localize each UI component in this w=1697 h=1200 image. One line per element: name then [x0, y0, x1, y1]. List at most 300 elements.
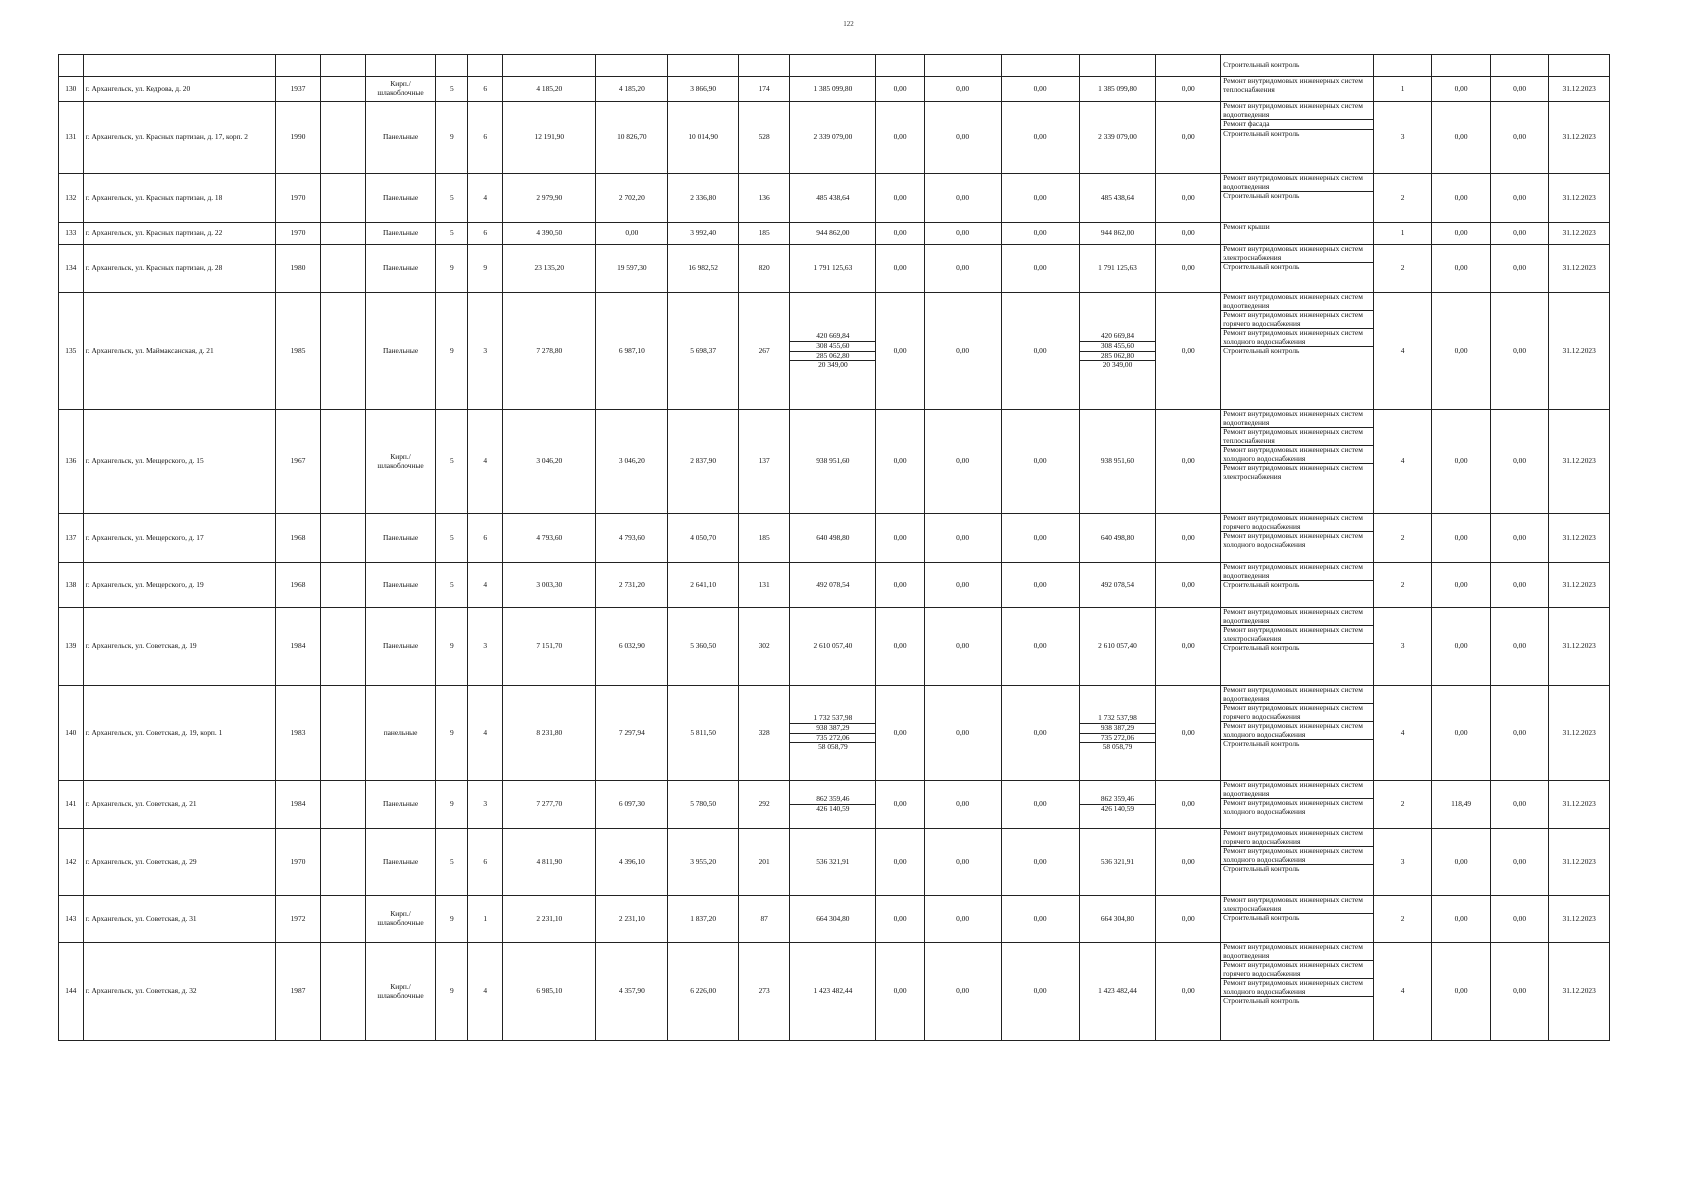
- cost-total-cell: [790, 563, 876, 608]
- cell: [468, 55, 503, 77]
- area-total-cell: 7 151,70: [503, 608, 596, 686]
- works-count-cell: 2: [1373, 563, 1431, 608]
- work-types-cell: [1221, 896, 1374, 943]
- cost-amount: 1 423 482,44: [813, 986, 853, 996]
- empty-cell: [320, 410, 365, 514]
- deadline-cell: 31.12.2023: [1549, 608, 1610, 686]
- cost-owners-cell: [1079, 896, 1156, 943]
- cost-amount: 536 321,91: [1100, 856, 1135, 866]
- floors-cell: 9: [436, 102, 468, 174]
- table-body: [59, 55, 1610, 1041]
- cost-total-cell-stack: [790, 795, 875, 813]
- funding-cell: 0,00: [1001, 781, 1079, 829]
- year-cell: 1968: [276, 563, 320, 608]
- area-living-cell: 5 360,50: [668, 608, 739, 686]
- cost-owners-cell: [1079, 943, 1156, 1041]
- empty-cell: [320, 781, 365, 829]
- row-number: 134: [59, 245, 84, 293]
- floors-cell: 9: [436, 781, 468, 829]
- funding-cell: 0,00: [924, 223, 1001, 245]
- address-cell: г. Архангельск, ул. Красных партизан, д. 28: [83, 245, 276, 293]
- cost-owners-cell-stack: [1080, 194, 1156, 203]
- cost-total-cell-stack: [790, 85, 875, 94]
- cost-amount: 420 669,84: [1080, 332, 1156, 342]
- work-type-item: Ремонт внутридомовых инженерных систем холодного водоснабжения: [1221, 847, 1373, 865]
- work-type-item: Ремонт внутридомовых инженерных систем холодного водоснабжения: [1223, 531, 1363, 549]
- funding-cell: 0,00: [1156, 896, 1221, 943]
- funding-cell: 0,00: [876, 686, 924, 781]
- deadline-cell: 31.12.2023: [1549, 102, 1610, 174]
- empty-cell: [320, 102, 365, 174]
- area-total-cell: 4 811,90: [503, 829, 596, 896]
- cost-owners-cell-stack: [1080, 581, 1156, 590]
- area-total-cell: 7 278,80: [503, 293, 596, 410]
- work-types-cell: [1221, 77, 1374, 102]
- work-types-cell: [1221, 174, 1374, 223]
- work-types-cell-stack: [1221, 829, 1373, 874]
- work-type-item: Ремонт внутридомовых инженерных систем электроснабжения: [1221, 245, 1373, 263]
- cost-amount: 735 272,06: [790, 734, 875, 744]
- funding-cell: 0,00: [876, 174, 924, 223]
- area-living-cell: 4 050,70: [668, 514, 739, 563]
- area-living-cell: 5 780,50: [668, 781, 739, 829]
- year-cell: 1984: [276, 608, 320, 686]
- floors-cell: 9: [436, 608, 468, 686]
- area-total-cell: 2 979,90: [503, 174, 596, 223]
- funding-cell: 0,00: [924, 829, 1001, 896]
- funding-cell: 0,00: [1156, 102, 1221, 174]
- funding-cell: 0,00: [924, 77, 1001, 102]
- empty-cell: [320, 174, 365, 223]
- cost-owners-cell-stack: [1080, 795, 1156, 813]
- work-type-item: Ремонт внутридомовых инженерных систем горячего водоснабжения: [1221, 514, 1373, 532]
- wall-material-cell: Панельные: [365, 514, 436, 563]
- cost-amount: 2 610 057,40: [1098, 641, 1137, 651]
- floors-cell: 5: [436, 174, 468, 223]
- deadline-cell: 31.12.2023: [1549, 686, 1610, 781]
- funding-cell: 0,00: [1001, 563, 1079, 608]
- specific-cost-cell: 0,00: [1432, 410, 1490, 514]
- cost-total-cell-stack: [790, 264, 875, 273]
- area-premises-cell: 7 297,94: [596, 686, 668, 781]
- cost-amount: 308 455,60: [790, 342, 875, 352]
- residents-cell: 528: [739, 102, 790, 174]
- specific-cost-cell: 0,00: [1490, 608, 1548, 686]
- row-number: 137: [59, 514, 84, 563]
- wall-material-cell: Панельные: [365, 174, 436, 223]
- address-cell: г. Архангельск, ул. Мещерского, д. 19: [83, 563, 276, 608]
- funding-cell: 0,00: [876, 514, 924, 563]
- specific-cost-cell: 0,00: [1490, 781, 1548, 829]
- entrances-cell: 4: [468, 943, 503, 1041]
- deadline-cell: 31.12.2023: [1549, 514, 1610, 563]
- cost-amount: 285 062,80: [1080, 352, 1156, 362]
- cost-amount: 58 058,79: [818, 742, 848, 752]
- entrances-cell: 4: [468, 686, 503, 781]
- work-type-item: Строительный контроль: [1223, 346, 1300, 356]
- area-living-cell: 2 641,10: [668, 563, 739, 608]
- cost-total-cell: [790, 410, 876, 514]
- area-total-cell: 4 185,20: [503, 77, 596, 102]
- work-type-item: Ремонт внутридомовых инженерных систем холодного водоснабжения: [1221, 329, 1373, 347]
- works-count-cell: 4: [1373, 686, 1431, 781]
- specific-cost-cell: 0,00: [1432, 77, 1490, 102]
- cost-amount: 2 610 057,40: [813, 641, 853, 651]
- specific-cost-cell: 0,00: [1432, 943, 1490, 1041]
- funding-cell: 0,00: [876, 245, 924, 293]
- work-type-item: Строительный контроль: [1223, 913, 1300, 923]
- cell: [668, 55, 739, 77]
- work-types-cell: [1221, 829, 1374, 896]
- funding-cell: 0,00: [1156, 77, 1221, 102]
- cell: [1373, 55, 1431, 77]
- cost-amount: 640 498,80: [1100, 532, 1135, 542]
- cell: [1156, 55, 1221, 77]
- cost-owners-cell: [1079, 829, 1156, 896]
- cost-amount: 426 140,59: [1100, 804, 1135, 813]
- cost-total-cell-stack: [790, 858, 875, 867]
- empty-cell: [320, 608, 365, 686]
- work-type-item: Ремонт внутридомовых инженерных систем горячего водоснабжения: [1221, 704, 1373, 722]
- funding-cell: 0,00: [876, 608, 924, 686]
- table-row: [59, 293, 1610, 410]
- deadline-cell: 31.12.2023: [1549, 781, 1610, 829]
- cost-total-cell-stack: [790, 987, 875, 996]
- empty-cell: [320, 686, 365, 781]
- funding-cell: 0,00: [1001, 686, 1079, 781]
- area-total-cell: 6 985,10: [503, 943, 596, 1041]
- wall-material-cell: Кирп./ шлакоблочные: [365, 943, 436, 1041]
- cost-total-cell: [790, 781, 876, 829]
- funding-cell: 0,00: [876, 563, 924, 608]
- area-living-cell: 10 014,90: [668, 102, 739, 174]
- area-premises-cell: 4 793,60: [596, 514, 668, 563]
- entrances-cell: 3: [468, 293, 503, 410]
- funding-cell: 0,00: [1156, 781, 1221, 829]
- work-types-cell: [1221, 102, 1374, 174]
- works-count-cell: 1: [1373, 77, 1431, 102]
- cost-total-cell-stack: [790, 332, 875, 369]
- entrances-cell: 4: [468, 174, 503, 223]
- works-count-cell: 4: [1373, 293, 1431, 410]
- address-cell: г. Архангельск, ул. Мещерского, д. 15: [83, 410, 276, 514]
- wall-material-cell: Панельные: [365, 829, 436, 896]
- work-types-cell-stack: [1221, 102, 1373, 138]
- cost-amount: 1 732 537,98: [1080, 714, 1156, 724]
- work-type-item: Ремонт внутридомовых инженерных систем водоотведения: [1221, 174, 1373, 192]
- specific-cost-cell: 0,00: [1432, 608, 1490, 686]
- address-cell: г. Архангельск, ул. Советская, д. 29: [83, 829, 276, 896]
- work-types-cell-stack: [1221, 563, 1373, 590]
- work-type-item: Ремонт внутридомовых инженерных систем водоотведения: [1221, 781, 1373, 799]
- work-types-cell-stack: [1221, 608, 1373, 653]
- cell: [59, 55, 84, 77]
- floors-cell: 5: [436, 77, 468, 102]
- floors-cell: 5: [436, 223, 468, 245]
- year-cell: 1985: [276, 293, 320, 410]
- funding-cell: 0,00: [924, 943, 1001, 1041]
- work-types-cell-stack: [1221, 943, 1373, 1006]
- floors-cell: 5: [436, 514, 468, 563]
- work-type-item: Ремонт внутридомовых инженерных систем холодного водоснабжения: [1221, 446, 1373, 464]
- funding-cell: 0,00: [924, 608, 1001, 686]
- address-cell: г. Архангельск, ул. Кедрова, д. 20: [83, 77, 276, 102]
- cost-total-cell: [790, 686, 876, 781]
- cost-owners-cell: [1079, 293, 1156, 410]
- deadline-cell: 31.12.2023: [1549, 245, 1610, 293]
- work-type-item: Ремонт внутридомовых инженерных систем водоотведения: [1221, 943, 1373, 961]
- address-cell: г. Архангельск, ул. Красных партизан, д. 22: [83, 223, 276, 245]
- work-types-cell: [1221, 563, 1374, 608]
- address-cell: г. Архангельск, ул. Советская, д. 32: [83, 943, 276, 1041]
- works-count-cell: 3: [1373, 102, 1431, 174]
- cost-total-cell: [790, 102, 876, 174]
- residents-cell: 174: [739, 77, 790, 102]
- specific-cost-cell: 0,00: [1432, 514, 1490, 563]
- specific-cost-cell: 0,00: [1432, 245, 1490, 293]
- residents-cell: 131: [739, 563, 790, 608]
- area-living-cell: 1 837,20: [668, 896, 739, 943]
- cost-owners-cell-stack: [1080, 457, 1156, 466]
- cost-amount: 20 349,00: [1102, 360, 1133, 370]
- work-type-item: Ремонт внутридомовых инженерных систем холодного водоснабжения: [1221, 722, 1373, 740]
- entrances-cell: 6: [468, 223, 503, 245]
- cell: [320, 55, 365, 77]
- deadline-cell: 31.12.2023: [1549, 896, 1610, 943]
- cost-amount: 1 732 537,98: [790, 714, 875, 724]
- work-types-cell: [1221, 943, 1374, 1041]
- cost-total-cell: [790, 608, 876, 686]
- empty-cell: [320, 943, 365, 1041]
- works-count-cell: 3: [1373, 608, 1431, 686]
- entrances-cell: 4: [468, 563, 503, 608]
- row-number: 143: [59, 896, 84, 943]
- cost-owners-cell: [1079, 781, 1156, 829]
- address-cell: г. Архангельск, ул. Маймаксанская, д. 21: [83, 293, 276, 410]
- cost-owners-cell-stack: [1080, 987, 1156, 996]
- area-premises-cell: 6 987,10: [596, 293, 668, 410]
- empty-cell: [320, 829, 365, 896]
- residents-cell: 302: [739, 608, 790, 686]
- cost-amount: 285 062,80: [790, 352, 875, 362]
- row-number: 131: [59, 102, 84, 174]
- funding-cell: 0,00: [1001, 245, 1079, 293]
- row-number: 136: [59, 410, 84, 514]
- cost-owners-cell: [1079, 686, 1156, 781]
- address-cell: г. Архангельск, ул. Красных партизан, д. 18: [83, 174, 276, 223]
- funding-cell: 0,00: [876, 77, 924, 102]
- table-row: [59, 174, 1610, 223]
- residents-cell: 185: [739, 223, 790, 245]
- work-type-item: Ремонт внутридомовых инженерных систем водоотведения: [1221, 410, 1373, 428]
- specific-cost-cell: 0,00: [1490, 293, 1548, 410]
- work-types-cell-stack: [1221, 293, 1373, 356]
- work-type-item: Ремонт крыши: [1223, 222, 1270, 231]
- work-types-cell: [1221, 514, 1374, 563]
- table-row: [59, 514, 1610, 563]
- area-living-cell: 3 866,90: [668, 77, 739, 102]
- row-number: 132: [59, 174, 84, 223]
- residents-cell: 328: [739, 686, 790, 781]
- cost-amount: 1 423 482,44: [1098, 986, 1137, 996]
- cost-owners-cell-stack: [1080, 858, 1156, 867]
- cost-total-cell: [790, 77, 876, 102]
- cost-amount: 1 791 125,63: [1098, 263, 1137, 273]
- work-type-item: Строительный контроль: [1223, 580, 1300, 590]
- funding-cell: 0,00: [924, 410, 1001, 514]
- funding-cell: 0,00: [924, 686, 1001, 781]
- specific-cost-cell: 0,00: [1490, 77, 1548, 102]
- cost-amount: 944 862,00: [816, 228, 850, 238]
- work-types-cell-stack: [1221, 514, 1373, 549]
- funding-cell: 0,00: [1001, 410, 1079, 514]
- cell: [596, 55, 668, 77]
- funding-cell: 0,00: [1156, 245, 1221, 293]
- residents-cell: 137: [739, 410, 790, 514]
- repair-register-table: [58, 54, 1610, 1041]
- specific-cost-cell: 0,00: [1432, 563, 1490, 608]
- table-row: [59, 781, 1610, 829]
- works-count-cell: 2: [1373, 245, 1431, 293]
- cost-amount: 426 140,59: [816, 804, 850, 813]
- cell: [365, 55, 436, 77]
- year-cell: 1970: [276, 829, 320, 896]
- cost-amount: 664 304,80: [816, 913, 850, 923]
- cost-amount: 862 359,46: [1080, 795, 1156, 805]
- funding-cell: 0,00: [876, 896, 924, 943]
- residents-cell: 820: [739, 245, 790, 293]
- floors-cell: 9: [436, 293, 468, 410]
- empty-cell: [320, 77, 365, 102]
- empty-cell: [320, 245, 365, 293]
- cost-total-cell: [790, 514, 876, 563]
- work-types-cell: [1221, 686, 1374, 781]
- empty-cell: [320, 896, 365, 943]
- funding-cell: 0,00: [876, 781, 924, 829]
- funding-cell: 0,00: [1156, 563, 1221, 608]
- funding-cell: 0,00: [1156, 943, 1221, 1041]
- work-type-item: Ремонт внутридомовых инженерных систем электроснабжения: [1223, 463, 1363, 481]
- specific-cost-cell: 0,00: [1490, 245, 1548, 293]
- table-row: [59, 245, 1610, 293]
- floors-cell: 5: [436, 410, 468, 514]
- cell: [1001, 55, 1079, 77]
- area-living-cell: 2 837,90: [668, 410, 739, 514]
- specific-cost-cell: 0,00: [1432, 293, 1490, 410]
- funding-cell: 0,00: [924, 563, 1001, 608]
- work-type-item: Строительный контроль: [1223, 128, 1300, 138]
- funding-cell: 0,00: [876, 223, 924, 245]
- table-row: [59, 686, 1610, 781]
- works-count-cell: 2: [1373, 896, 1431, 943]
- cost-owners-cell-stack: [1080, 85, 1156, 94]
- cost-owners-cell: [1079, 102, 1156, 174]
- cell: [739, 55, 790, 77]
- row-number: 144: [59, 943, 84, 1041]
- funding-cell: 0,00: [1001, 608, 1079, 686]
- specific-cost-cell: 0,00: [1490, 514, 1548, 563]
- table-row: [59, 608, 1610, 686]
- entrances-cell: 6: [468, 514, 503, 563]
- area-total-cell: 2 231,10: [503, 896, 596, 943]
- floors-cell: 9: [436, 943, 468, 1041]
- work-types-cell-stack: [1221, 245, 1373, 272]
- cost-total-cell-stack: [790, 642, 875, 651]
- deadline-cell: 31.12.2023: [1549, 77, 1610, 102]
- funding-cell: 0,00: [924, 174, 1001, 223]
- cell: [924, 55, 1001, 77]
- table-row: [59, 829, 1610, 896]
- cost-amount: 938 387,29: [1080, 724, 1156, 734]
- work-type-item: Строительный контроль: [1223, 262, 1300, 272]
- specific-cost-cell: 0,00: [1432, 102, 1490, 174]
- work-types-cell-stack: [1221, 781, 1373, 816]
- wall-material-cell: Кирп./ шлакоблочные: [365, 896, 436, 943]
- work-type-item: Ремонт внутридомовых инженерных систем теплоснабжения: [1221, 428, 1373, 446]
- funding-cell: 0,00: [1001, 77, 1079, 102]
- funding-cell: 0,00: [876, 829, 924, 896]
- specific-cost-cell: 0,00: [1490, 943, 1548, 1041]
- work-types-cell-stack: [1221, 77, 1373, 94]
- area-total-cell: 3 046,20: [503, 410, 596, 514]
- cost-amount: 1 791 125,63: [813, 263, 853, 273]
- row-number: 130: [59, 77, 84, 102]
- residents-cell: 201: [739, 829, 790, 896]
- specific-cost-cell: 0,00: [1432, 686, 1490, 781]
- year-cell: 1970: [276, 223, 320, 245]
- table-row: [59, 563, 1610, 608]
- cost-amount: 536 321,91: [816, 856, 850, 866]
- row-number: 139: [59, 608, 84, 686]
- cost-amount: 944 862,00: [1100, 228, 1135, 238]
- cost-total-cell-stack: [790, 581, 875, 590]
- cost-total-cell: [790, 174, 876, 223]
- cost-amount: 664 304,80: [1100, 913, 1135, 923]
- work-type-item: Ремонт внутридомовых инженерных систем электроснабжения: [1221, 896, 1373, 914]
- funding-cell: 0,00: [876, 943, 924, 1041]
- funding-cell: 0,00: [876, 102, 924, 174]
- empty-cell: [320, 514, 365, 563]
- cost-owners-cell: [1079, 514, 1156, 563]
- area-premises-cell: 4 185,20: [596, 77, 668, 102]
- work-types-cell-stack: [1221, 896, 1373, 923]
- cell: [876, 55, 924, 77]
- table-row: [59, 896, 1610, 943]
- works-count-cell: 2: [1373, 174, 1431, 223]
- entrances-cell: 9: [468, 245, 503, 293]
- works-count-cell: 3: [1373, 829, 1431, 896]
- work-type-item: Ремонт внутридомовых инженерных систем электроснабжения: [1221, 626, 1373, 644]
- work-type-item: Строительный контроль: [1223, 739, 1300, 749]
- cost-total-cell: [790, 223, 876, 245]
- entrances-cell: 6: [468, 829, 503, 896]
- funding-cell: 0,00: [1001, 223, 1079, 245]
- area-total-cell: 4 390,50: [503, 223, 596, 245]
- cell: [1490, 55, 1548, 77]
- cost-amount: 420 669,84: [790, 332, 875, 342]
- table-row: [59, 102, 1610, 174]
- wall-material-cell: Панельные: [365, 293, 436, 410]
- specific-cost-cell: 0,00: [1490, 102, 1548, 174]
- cost-total-cell: [790, 245, 876, 293]
- funding-cell: 0,00: [924, 293, 1001, 410]
- area-total-cell: 23 135,20: [503, 245, 596, 293]
- year-cell: 1987: [276, 943, 320, 1041]
- area-living-cell: 16 982,52: [668, 245, 739, 293]
- cost-amount: 640 498,80: [816, 532, 850, 542]
- deadline-cell: 31.12.2023: [1549, 174, 1610, 223]
- work-type-item: Ремонт внутридомовых инженерных систем водоотведения: [1221, 293, 1373, 311]
